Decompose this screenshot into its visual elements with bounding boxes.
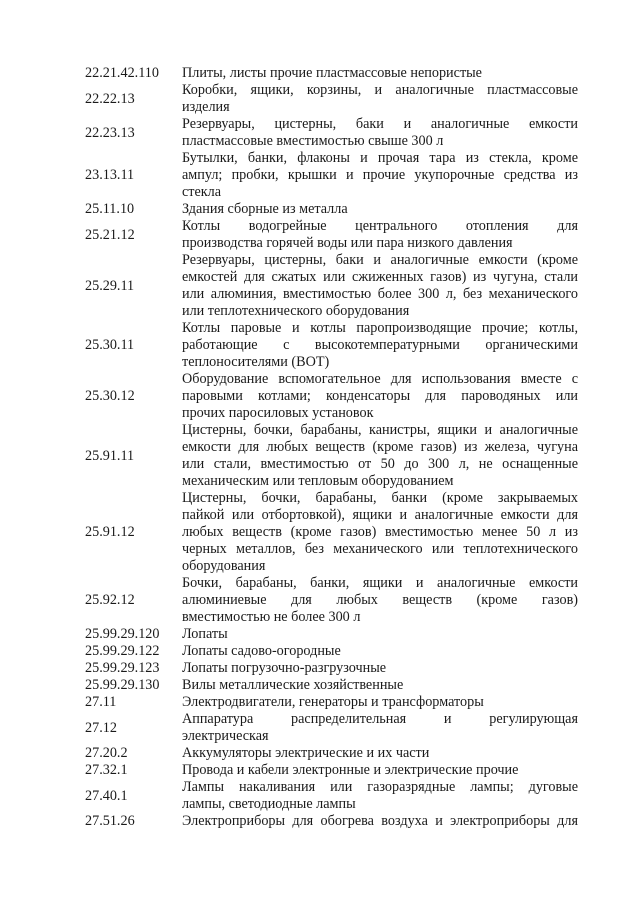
- okpd-code: 25.92.12: [85, 592, 135, 608]
- okpd-code: 27.32.1: [85, 762, 128, 778]
- product-description: [182, 201, 578, 218]
- description-line: лампы, светодиодные лампы: [182, 796, 356, 812]
- table-row: [0, 252, 640, 320]
- okpd-code: 27.12: [85, 719, 117, 736]
- description-line: или теплотехнического оборудования: [182, 303, 410, 319]
- description-line: алюминиевые для любых веществ (кроме газов): [182, 592, 578, 608]
- product-description: [182, 150, 578, 201]
- description-line: Электродвигатели, генераторы и трансформаторы: [182, 694, 484, 710]
- description-line: Бутылки, банки, флаконы и прочая тара из стекла, кроме: [182, 150, 578, 166]
- description-line: производства горячей воды или пара низкого давления: [182, 235, 513, 251]
- description-line: емкостей для сжатых или сжиженных газов) из чугуна, стали: [182, 269, 578, 285]
- table-row: [0, 779, 640, 813]
- product-description: [182, 320, 578, 371]
- description-line: Котлы водогрейные центрального отопления для: [182, 218, 578, 234]
- table-row: [0, 150, 640, 201]
- description-line: Лампы накаливания или газоразрядные лампы; дуговые: [182, 779, 578, 795]
- description-line: пластмассовые вместимостью свыше 300 л: [182, 133, 444, 149]
- okpd-code: 25.30.12: [85, 388, 135, 404]
- description-line: теплоносителями (ВОТ): [182, 354, 330, 370]
- description-line: вместимостью не более 300 л: [182, 609, 361, 625]
- description-line: работающие с высокотемпературными органическими: [182, 337, 578, 353]
- okpd-code: 25.91.11: [85, 447, 135, 464]
- product-description: [182, 626, 578, 643]
- product-description: [182, 252, 578, 320]
- table-row: [0, 320, 640, 371]
- description-line: Коробки, ящики, корзины, и аналогичные пластмассовые: [182, 82, 578, 98]
- product-description: [182, 218, 578, 252]
- description-line: оборудования: [182, 558, 266, 574]
- description-line: черных металлов, без механического или теплотехнического: [182, 541, 578, 557]
- table-row: [0, 371, 640, 422]
- description-line: Цистерны, бочки, барабаны, канистры, ящики и аналогичные: [182, 422, 578, 438]
- product-description: [182, 677, 578, 694]
- description-line: или алюминия, вместимостью более 300 л, без механического: [182, 286, 578, 302]
- table-row: [0, 201, 640, 218]
- product-description: [182, 65, 578, 82]
- description-line: ампул; пробки, крышки и прочие укупорочные средства из: [182, 167, 578, 183]
- product-description: [182, 82, 578, 116]
- okpd-code: 27.40.1: [85, 787, 128, 804]
- okpd-code: 25.29.11: [85, 277, 135, 294]
- table-row: [0, 65, 640, 82]
- description-line: Аппаратура распределительная и регулирующая: [182, 711, 578, 727]
- product-description: [182, 643, 578, 660]
- description-line: прочих паросиловых установок: [182, 405, 374, 421]
- product-description: [182, 762, 578, 779]
- description-line: Провода и кабели электронные и электрические прочие: [182, 762, 519, 778]
- description-line: Плиты, листы прочие пластмассовые непористые: [182, 65, 482, 81]
- okpd-code: 25.99.29.120: [85, 626, 160, 642]
- product-description: [182, 116, 578, 150]
- product-description: [182, 371, 578, 422]
- table-row: [0, 82, 640, 116]
- okpd-code: 23.13.11: [85, 167, 135, 183]
- product-description: [182, 711, 578, 745]
- table-row: [0, 813, 640, 830]
- okpd-code: 25.99.29.130: [85, 677, 160, 693]
- description-line: любых веществ (кроме газов) вместимостью менее 50 л из: [182, 524, 578, 540]
- description-line: Лопаты: [182, 626, 228, 642]
- okpd-code: 25.91.12: [85, 524, 135, 540]
- table-row: [0, 762, 640, 779]
- description-line: Оборудование вспомогательное для использования вместе с: [182, 371, 578, 387]
- product-description: [182, 745, 578, 762]
- description-line: Электроприборы для обогрева воздуха и электроприборы для: [182, 813, 578, 829]
- table-row: [0, 218, 640, 252]
- okpd-code: 27.11: [85, 694, 117, 710]
- okpd-code: 25.30.11: [85, 337, 135, 353]
- description-line: Здания сборные из металла: [182, 201, 348, 217]
- description-line: стекла: [182, 184, 222, 200]
- description-line: Резервуары, цистерны, баки и аналогичные емкости (кроме: [182, 252, 578, 268]
- okpd-code: 27.20.2: [85, 745, 128, 761]
- product-description: [182, 813, 578, 830]
- table-row: [0, 575, 640, 626]
- description-line: изделия: [182, 99, 230, 115]
- okpd-code: 25.99.29.122: [85, 643, 160, 659]
- okpd-code: 22.22.13: [85, 90, 135, 107]
- description-line: Лопаты погрузочно-разгрузочные: [182, 660, 387, 676]
- table-row: [0, 490, 640, 575]
- table-row: [0, 694, 640, 711]
- product-description: [182, 779, 578, 813]
- table-row: [0, 422, 640, 490]
- description-line: пайкой или отбортовкой), ящики и аналогичные емкости для: [182, 507, 578, 523]
- product-description: [182, 660, 578, 677]
- description-line: емкости для любых веществ (кроме газов) из железа, чугуна: [182, 439, 578, 455]
- okpd-code: 25.11.10: [85, 201, 135, 217]
- description-line: Резервуары, цистерны, баки и аналогичные емкости: [182, 116, 578, 132]
- description-line: Цистерны, бочки, барабаны, банки (кроме закрываемых: [182, 490, 578, 506]
- description-line: Лопаты садово-огородные: [182, 643, 341, 659]
- table-row: [0, 677, 640, 694]
- description-line: электрическая: [182, 728, 269, 744]
- description-line: или стали, вместимостью от 50 до 300 л, не оснащенные: [182, 456, 578, 472]
- table-row: [0, 660, 640, 677]
- product-description: [182, 490, 578, 575]
- description-line: механическим или тепловым оборудованием: [182, 473, 454, 489]
- table-row: [0, 745, 640, 762]
- okpd-code: 25.21.12: [85, 226, 135, 243]
- description-line: Вилы металлические хозяйственные: [182, 677, 404, 693]
- product-description: [182, 694, 578, 711]
- table-row: [0, 116, 640, 150]
- okpd-code: 22.23.13: [85, 124, 135, 141]
- okpd-code: 27.51.26: [85, 813, 135, 829]
- table-row: [0, 626, 640, 643]
- product-description: [182, 422, 578, 490]
- description-line: Аккумуляторы электрические и их части: [182, 745, 430, 761]
- description-line: паровыми котлами; конденсаторы для пароводяных или: [182, 388, 578, 404]
- table-row: [0, 643, 640, 660]
- okpd-code: 25.99.29.123: [85, 660, 160, 676]
- product-description: [182, 575, 578, 626]
- okpd-code: 22.21.42.110: [85, 65, 159, 81]
- description-line: Бочки, барабаны, банки, ящики и аналогичные емкости: [182, 575, 578, 591]
- table-row: [0, 711, 640, 745]
- description-line: Котлы паровые и котлы паропроизводящие прочие; котлы,: [182, 320, 578, 336]
